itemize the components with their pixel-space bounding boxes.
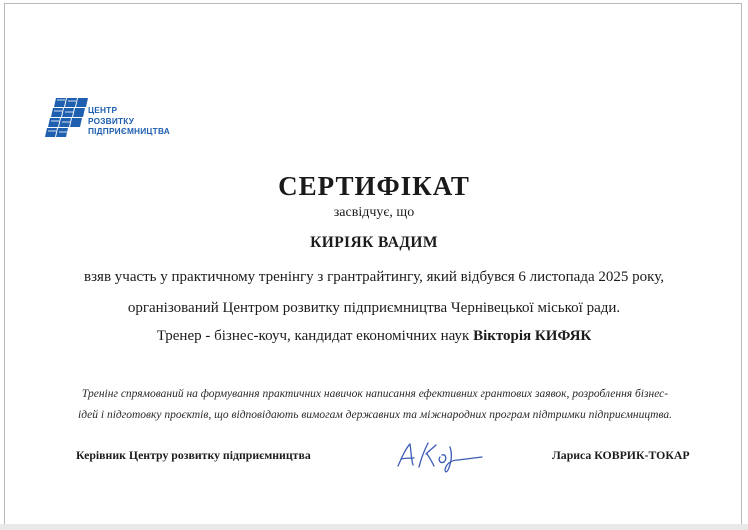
logo-line-3: ПІДПРИЄМНИЦТВА	[88, 126, 170, 136]
trainer-prefix: Тренер - бізнес-коуч, кандидат економічних наук	[156, 328, 474, 344]
signatory-name: Лариса КОВРИК-ТОКАР	[552, 448, 690, 462]
logo-text	[88, 105, 170, 137]
logo	[44, 98, 214, 144]
logo-mark-icon	[44, 98, 88, 144]
recipient-name: КИРІЯК ВАДИМ	[310, 234, 438, 251]
participation-text: взяв участь у практичному тренінгу з грантрайтингу, який відбувся 6 листопада 2025 року,	[84, 269, 664, 285]
handwritten-signature	[392, 437, 488, 477]
description-line-2: ідей і підготовку проєктів, що відповідають вимогам державних та міжнародних програм підтримки підприємництва.	[78, 409, 672, 421]
description-line-1: Тренінг спрямований на формування практичних навичок написання ефективних грантових заявок, розроблення бізнес-	[81, 388, 669, 400]
scan-edge	[0, 524, 748, 530]
logo-line-2: РОЗВИТКУ	[88, 115, 135, 126]
trainer-name: Вікторія КИФЯК	[473, 328, 592, 344]
certificate-title: СЕРТИФІКАТ	[278, 171, 470, 201]
organizer-text: організований Центром розвитку підприємництва Чернівецької міської ради.	[127, 300, 621, 316]
logo-line-1: ЦЕНТР	[88, 105, 118, 115]
signatory-title: Керівник Центру розвитку підприємництва	[76, 448, 311, 462]
certifies-text: засвідчує, що	[333, 205, 415, 220]
certificate-border	[4, 3, 742, 525]
training-description	[28, 384, 722, 426]
trainer-line	[30, 328, 718, 345]
